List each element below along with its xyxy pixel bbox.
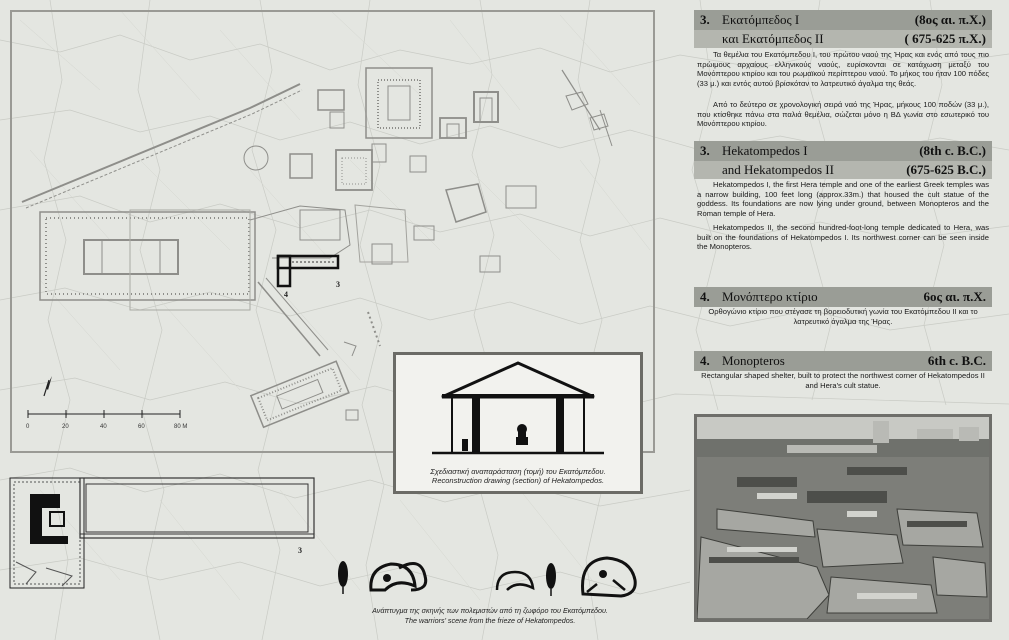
scale-bar xyxy=(26,410,187,430)
section-title: Hekatompedos I xyxy=(722,143,808,158)
section-monopteros-en-para: Rectangular shaped shelter, built to protect the northwest corner of Hekatompedos II and Hera's cult statue. xyxy=(701,371,985,390)
section-number: 3. xyxy=(700,143,710,158)
north-arrow xyxy=(44,376,52,396)
section-number: 3. xyxy=(700,12,710,27)
section-title: Μονόπτερο κτίριο xyxy=(722,289,818,304)
section-title: Monopteros xyxy=(722,353,785,368)
frieze-caption-gr: Ανάπτυγμα της σκηνής των πολεμιστών από τη ζωφόρο του Εκατόμπεδου. xyxy=(372,606,608,615)
scale-tick-40: 40 xyxy=(100,424,107,430)
plan-label-4: 4 xyxy=(284,290,288,299)
section-hekatompedos-gr-para1: Τα θεμέλια του Εκατόμπεδου Ι, του πρώτου ναού της Ήρας και ενός από τους πιο πρώιμους αρχαίους ελληνικούς ναούς, ευρίσκονται σε κατάχωση μεταξύ του Μονόπτερου κτιρίου και του ρωμαϊκού περίπτερου ναού. Το μήκος του ήταν 100 πόδες (33 μ.) και εντός αυτού βρίσκόταν το λατρευτικό άγαλμα της θεάς. xyxy=(697,50,989,88)
scale-tick-0: 0 xyxy=(26,424,30,430)
section-subdate: ( 675-625 π.Χ.) xyxy=(904,31,986,46)
reconstruction-caption-en: Reconstruction drawing (section) of Hekatompedos. xyxy=(431,476,605,485)
section-monopteros-gr-para: Ορθογώνιο κτίριο που στέγασε τη βορειοδυτική γωνία του Εκατόμπεδου ΙΙ και το λατρευτικό άγαλμα της Ήρας. xyxy=(708,307,978,326)
section-date: (8ος αι. π.Χ.) xyxy=(914,12,986,27)
section-hekatompedos-en-para2: Hekatompedos II, the second hundred-foot-long temple dedicated to Hera, was built on the foundations of Hekatompedos I. Its northwest corner can be seen inside the Monopteros. xyxy=(697,223,989,252)
scale-tick-60: 60 xyxy=(138,424,145,430)
ruins-photograph xyxy=(694,414,992,622)
section-date: 6th c. B.C. xyxy=(927,353,986,368)
reconstruction-drawing xyxy=(396,355,640,463)
section-hekatompedos-en-subheader xyxy=(694,161,992,179)
section-hekatompedos-en-para1: Hekatompedos I, the first Hera temple and one of the earliest Greek temples was a narrow building, 100 feet long (approx.33m.) that housed the cult statue of the goddess. Its foundations are now lying under ground, between Monopteros and the Roman temple of Hera. xyxy=(697,180,989,218)
reconstruction-caption-gr: Σχεδιαστική αναπαράσταση (τομή) του Εκατόμπεδου. xyxy=(430,467,606,476)
warriors-frieze xyxy=(325,550,655,600)
plan-label-3: 3 xyxy=(336,280,340,289)
section-date: (8th c. B.C.) xyxy=(919,143,986,158)
detail-plan-label-3: 3 xyxy=(298,546,302,555)
section-hekatompedos-gr-para2: Από το δεύτερο σε χρονολογική σειρά ναό της Ήρας, μήκους 100 ποδών (33 μ.), που κτίσθηκε πάνω στα παλιά θεμέλια, σώζεται μόνο η ΒΔ γωνία στο εσωτερικό του Μονόπτερου κτιρίου. xyxy=(697,100,989,129)
section-number: 4. xyxy=(700,353,710,368)
hekatompedos-detail-plan xyxy=(6,472,326,602)
section-subtitle: και Εκατόμπεδος ΙΙ xyxy=(722,31,824,46)
section-monopteros-gr-header xyxy=(694,287,992,307)
section-hekatompedos-gr-header xyxy=(694,10,992,30)
reconstruction-panel xyxy=(393,352,643,494)
section-monopteros-en-header xyxy=(694,351,992,371)
scale-tick-80: 80 M xyxy=(174,424,188,430)
section-subdate: (675-625 B.C.) xyxy=(906,162,986,177)
section-subtitle: and Hekatompedos II xyxy=(722,162,834,177)
section-date: 6ος αι. π.Χ. xyxy=(923,289,986,304)
section-title: Εκατόμπεδος Ι xyxy=(722,12,800,27)
section-hekatompedos-gr-subheader xyxy=(694,30,992,48)
scale-tick-20: 20 xyxy=(62,424,69,430)
frieze-caption-en: The warriors' scene from the frieze of Hekatompedos. xyxy=(404,616,576,625)
section-hekatompedos-en-header xyxy=(694,141,992,161)
section-number: 4. xyxy=(700,289,710,304)
